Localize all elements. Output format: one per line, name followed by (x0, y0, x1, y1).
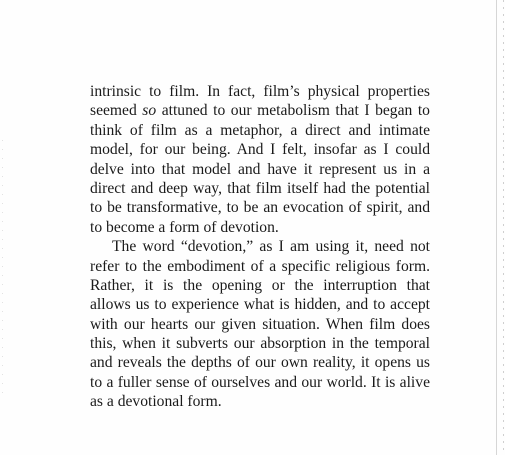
text-line: delve into that model and have it represent us in a (90, 160, 430, 178)
text-line: refer to the embodiment of a specific religious form. (90, 257, 430, 275)
text-line: allows us to experience what is hidden, and to accept (90, 296, 430, 314)
paragraph-1 (90, 82, 430, 237)
text-run: attuned to our metabolism that I began to (156, 102, 430, 120)
text-line: to be transformative, to be an evocation of spirit, and (90, 199, 430, 217)
paragraph-2 (90, 237, 430, 412)
text-line: with our hearts our given situation. When film does (90, 315, 430, 333)
scan-edge-dots-left (2, 140, 3, 400)
text-line: to a fuller sense of ourselves and our world. It is alive (90, 373, 430, 391)
scan-edge-dots (503, 0, 504, 455)
text-line (90, 101, 430, 120)
text-line: think of film as a metaphor, a direct and intimate (90, 121, 430, 139)
text-line: model, for our being. And I felt, insofar as I could (90, 141, 430, 159)
text-line: and reveals the depths of our own reality, it opens us (90, 354, 430, 372)
text-line: The word “devotion,” as I am using it, need not (112, 238, 430, 256)
page-edge-line (496, 0, 497, 455)
text-line: intrinsic to film. In fact, film’s physical properties (90, 83, 430, 100)
text-line: as a devotional form. (90, 393, 222, 411)
body-text (90, 82, 430, 412)
text-line: Rather, it is the opening or the interruption that (90, 276, 430, 294)
text-line: to become a form of devotion. (90, 218, 279, 236)
text-run: seemed (90, 102, 143, 120)
text-line: direct and deep way, that film itself had the potential (90, 179, 430, 197)
text-line: this, when it subverts our absorption in the temporal (90, 335, 430, 353)
emphasis-text: so (142, 102, 157, 120)
